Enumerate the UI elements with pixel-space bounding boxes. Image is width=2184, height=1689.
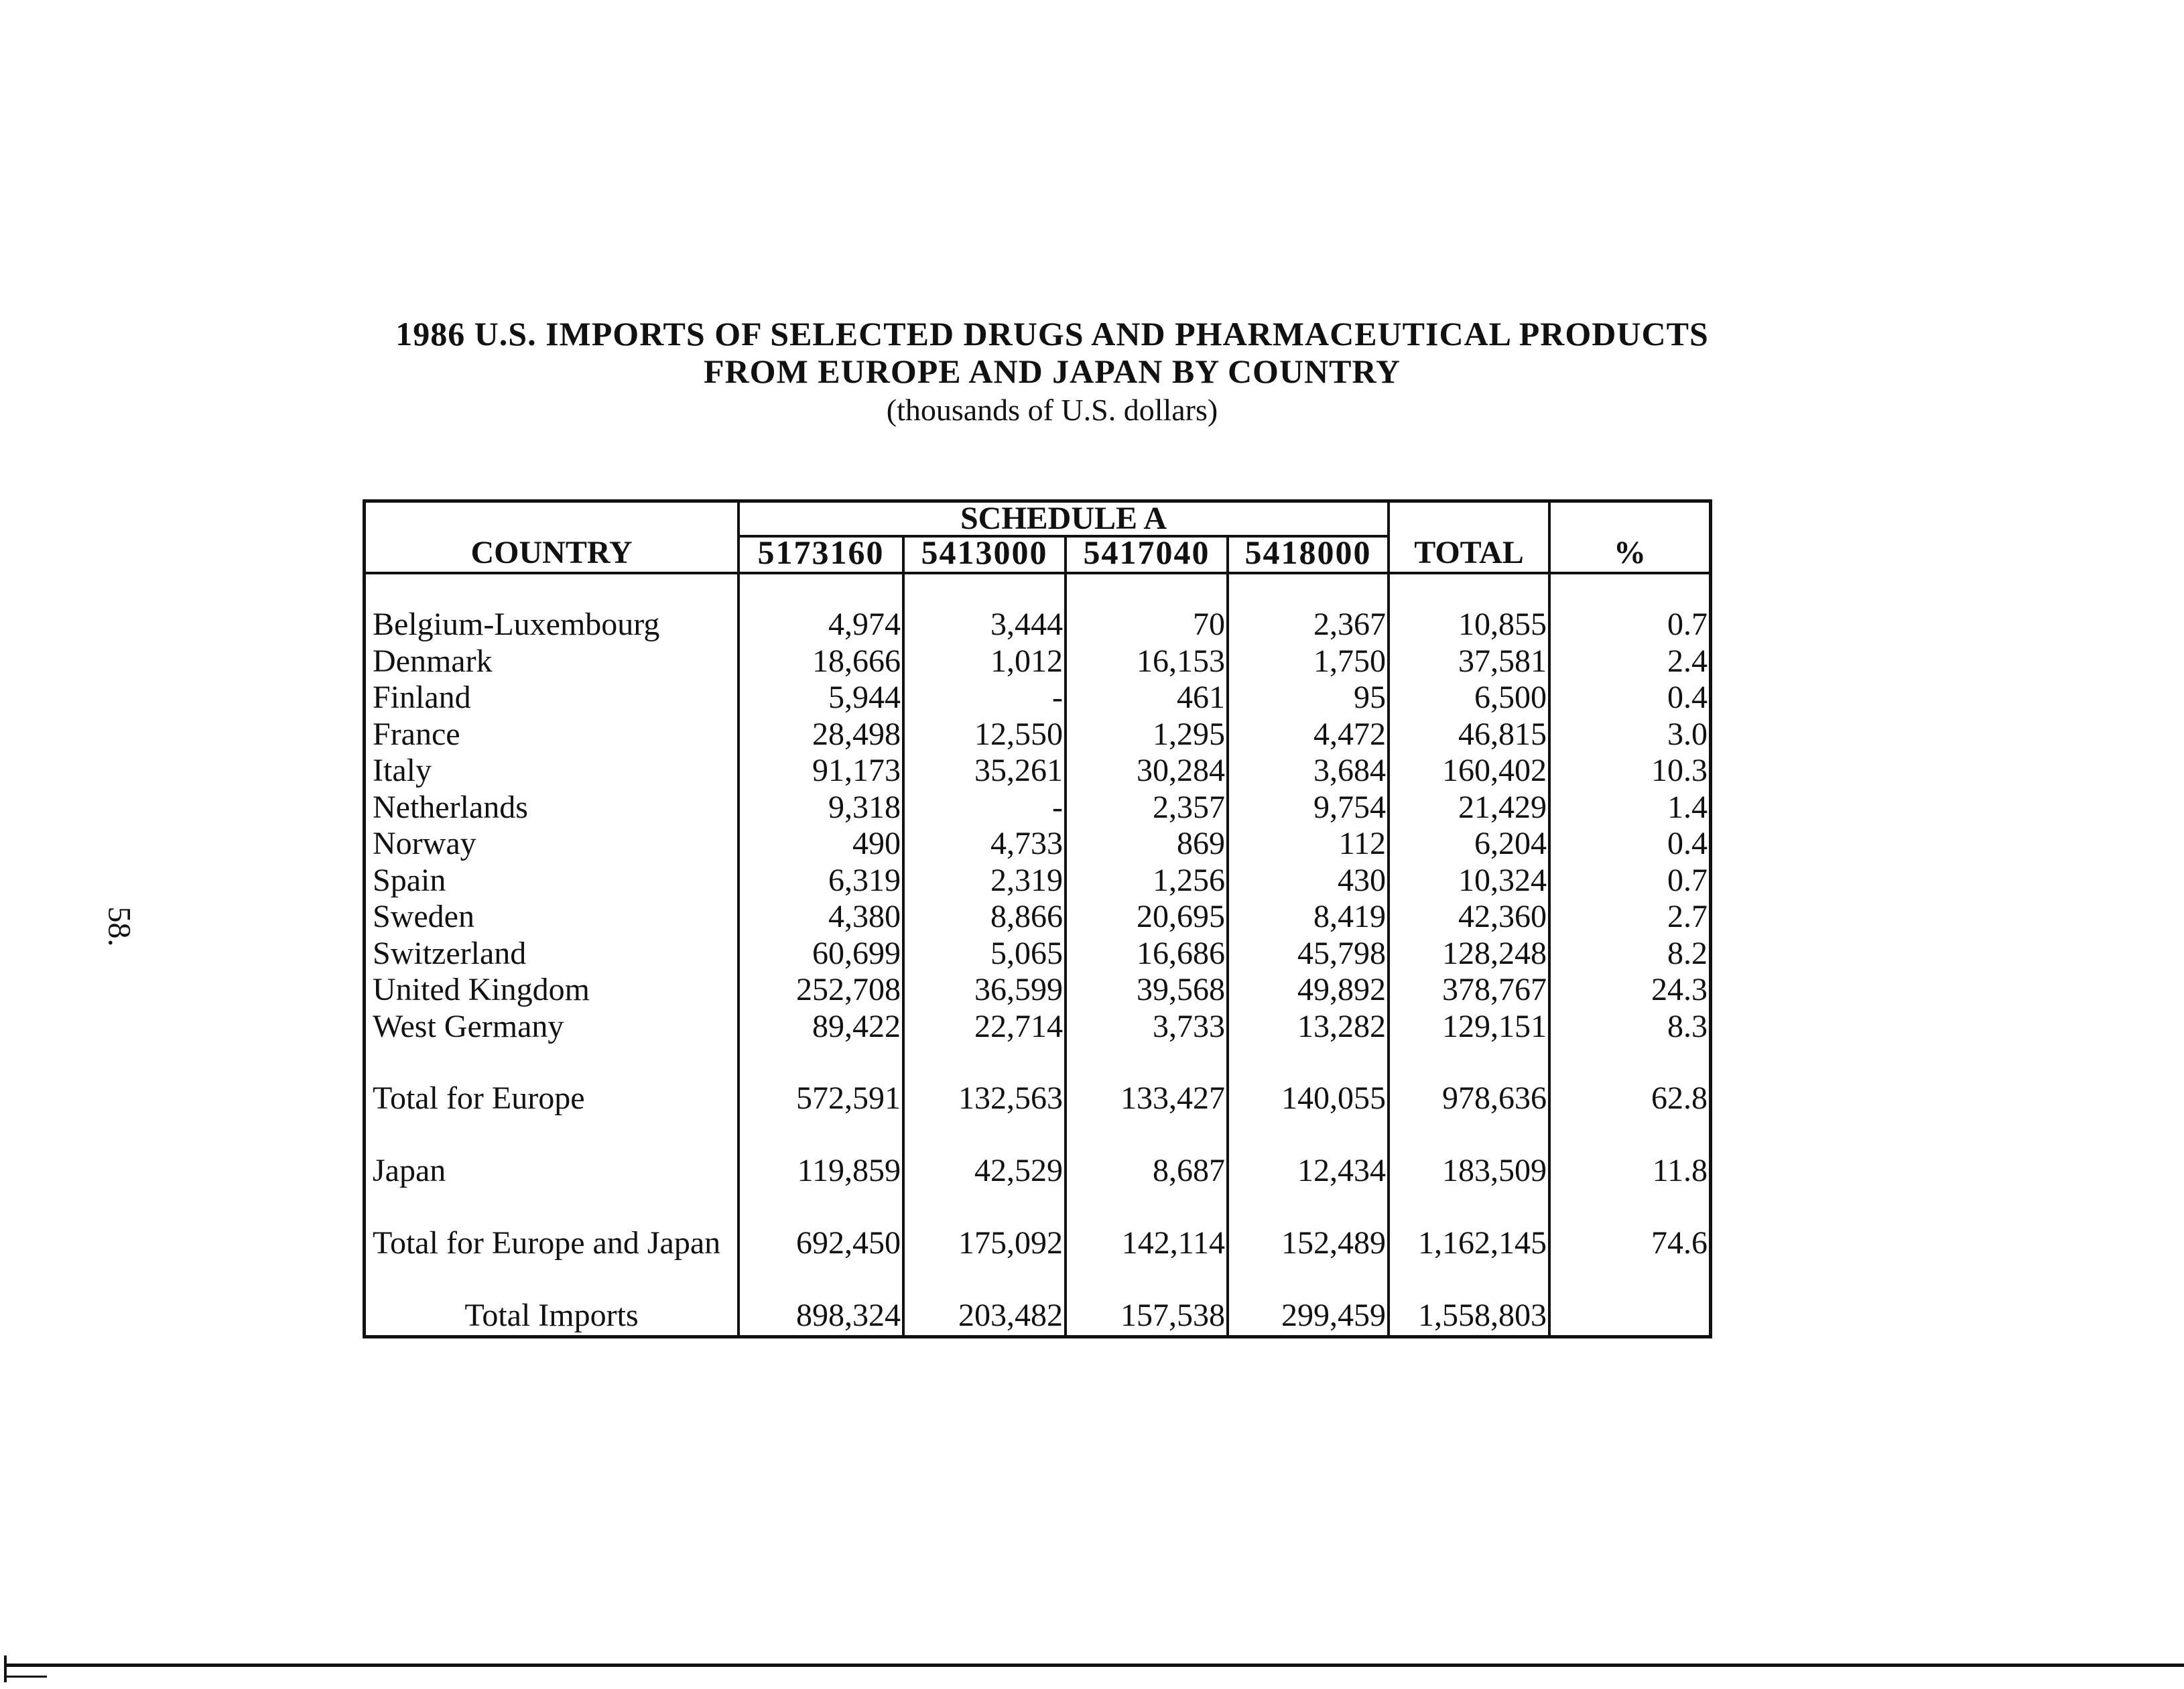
total-cell: 128,248 [1442, 935, 1547, 971]
country-name: Spain [373, 862, 446, 898]
total-cell: 129,151 [1442, 1008, 1547, 1044]
value-cell: 133,427 [1120, 1080, 1225, 1116]
percent-cell: 10.3 [1651, 753, 1708, 788]
total-cell: 10,324 [1458, 862, 1547, 898]
header-code: 5173160 [757, 534, 885, 571]
value-cell: 142,114 [1121, 1225, 1225, 1261]
value-cell: 16,686 [1137, 935, 1225, 971]
value-cell: 9,754 [1313, 789, 1386, 825]
country-name: Switzerland [373, 935, 527, 971]
value-cell: 140,055 [1281, 1080, 1386, 1116]
value-cell: 8,866 [990, 899, 1063, 934]
header-schedule: SCHEDULE A [960, 501, 1167, 536]
value-cell: 4,380 [828, 899, 901, 934]
country-name: Total for Europe and Japan [373, 1225, 721, 1261]
percent-cell: 0.7 [1667, 862, 1708, 898]
total-cell: 160,402 [1442, 753, 1547, 788]
value-cell: 252,708 [796, 972, 901, 1007]
value-cell: 119,859 [797, 1153, 901, 1188]
value-cell: 28,498 [812, 716, 901, 752]
document-subtitle: (thousands of U.S. dollars) [886, 393, 1218, 427]
value-cell: 2,357 [1153, 789, 1225, 825]
value-cell: 8,687 [1153, 1153, 1225, 1188]
country-name: Belgium-Luxembourg [373, 607, 660, 642]
value-cell: 4,974 [828, 607, 901, 642]
total-cell: 183,509 [1442, 1153, 1547, 1188]
header-code: 5413000 [921, 534, 1048, 571]
total-cell: 21,429 [1458, 789, 1547, 825]
value-cell: 898,324 [796, 1298, 901, 1333]
bottom-foot [7, 1676, 47, 1678]
value-cell: 9,318 [828, 789, 901, 825]
header-code: 5417040 [1083, 534, 1210, 571]
value-cell: 5,065 [990, 935, 1063, 971]
value-cell: 132,563 [958, 1080, 1063, 1116]
percent-cell: 11.8 [1652, 1153, 1708, 1188]
col-divider [1064, 536, 1067, 1338]
value-cell: 42,529 [974, 1153, 1063, 1188]
value-cell: 95 [1354, 680, 1386, 715]
value-cell: 18,666 [812, 643, 901, 679]
country-name: Finland [373, 680, 471, 715]
value-cell: 16,153 [1137, 643, 1225, 679]
value-cell: 572,591 [796, 1080, 901, 1116]
country-name: Japan [373, 1153, 446, 1188]
value-cell: 20,695 [1137, 899, 1225, 934]
country-name: Total Imports [464, 1298, 639, 1333]
value-cell: 39,568 [1137, 972, 1225, 1007]
header-country: COUNTRY [470, 535, 633, 570]
value-cell: 22,714 [974, 1008, 1063, 1044]
col-divider [1387, 499, 1390, 1338]
total-cell: 978,636 [1442, 1080, 1547, 1116]
page-number: 58. [101, 906, 137, 947]
value-cell: 36,599 [974, 972, 1063, 1007]
percent-cell: 8.2 [1667, 935, 1708, 971]
value-cell: 30,284 [1137, 753, 1225, 788]
value-cell: 12,550 [974, 716, 1063, 752]
value-cell: 91,173 [812, 753, 901, 788]
value-cell: 89,422 [812, 1008, 901, 1044]
value-cell: 157,538 [1120, 1298, 1225, 1333]
percent-cell: 0.4 [1667, 826, 1708, 861]
value-cell: 175,092 [958, 1225, 1063, 1261]
percent-cell: 2.4 [1667, 643, 1708, 679]
value-cell: - [1052, 789, 1063, 825]
value-cell: - [1052, 680, 1063, 715]
value-cell: 5,944 [828, 680, 901, 715]
percent-cell: 0.4 [1667, 680, 1708, 715]
value-cell: 6,319 [828, 862, 901, 898]
header-divider [363, 572, 1712, 574]
total-cell: 10,855 [1458, 607, 1547, 642]
col-divider [1548, 499, 1551, 1338]
bottom-rule [4, 1664, 2184, 1667]
total-cell: 46,815 [1458, 716, 1547, 752]
percent-cell: 2.7 [1667, 899, 1708, 934]
total-cell: 6,500 [1474, 680, 1547, 715]
value-cell: 2,319 [990, 862, 1063, 898]
value-cell: 461 [1177, 680, 1225, 715]
col-divider [1226, 536, 1229, 1338]
value-cell: 8,419 [1313, 899, 1386, 934]
value-cell: 299,459 [1281, 1298, 1386, 1333]
value-cell: 35,261 [974, 753, 1063, 788]
total-cell: 6,204 [1474, 826, 1547, 861]
percent-cell: 74.6 [1651, 1225, 1708, 1261]
country-name: West Germany [373, 1008, 564, 1044]
total-cell: 1,162,145 [1418, 1225, 1547, 1261]
country-name: Netherlands [373, 789, 528, 825]
header-code: 5418000 [1244, 534, 1372, 571]
total-cell: 1,558,803 [1418, 1298, 1547, 1333]
value-cell: 2,367 [1313, 607, 1386, 642]
value-cell: 70 [1193, 607, 1225, 642]
percent-cell: 24.3 [1651, 972, 1708, 1007]
value-cell: 3,684 [1313, 753, 1386, 788]
bottom-tick [4, 1655, 7, 1682]
value-cell: 430 [1338, 862, 1386, 898]
value-cell: 203,482 [958, 1298, 1063, 1333]
value-cell: 60,699 [812, 935, 901, 971]
percent-cell: 0.7 [1667, 607, 1708, 642]
col-divider [737, 499, 740, 1338]
country-name: Total for Europe [373, 1080, 585, 1116]
value-cell: 1,750 [1313, 643, 1386, 679]
country-name: Italy [373, 753, 432, 788]
value-cell: 1,012 [990, 643, 1063, 679]
value-cell: 869 [1177, 826, 1225, 861]
value-cell: 490 [852, 826, 901, 861]
value-cell: 49,892 [1297, 972, 1386, 1007]
country-name: United Kingdom [373, 972, 590, 1007]
title-line-1: 1986 U.S. IMPORTS OF SELECTED DRUGS AND PHARMACEUTICAL PRODUCTS [395, 315, 1709, 353]
percent-cell: 62.8 [1651, 1080, 1708, 1116]
col-divider [902, 536, 905, 1338]
total-cell: 37,581 [1458, 643, 1547, 679]
value-cell: 152,489 [1281, 1225, 1386, 1261]
title-line-2: FROM EUROPE AND JAPAN BY COUNTRY [704, 353, 1401, 390]
header-percent: % [1614, 535, 1646, 570]
country-name: Denmark [373, 643, 493, 679]
value-cell: 12,434 [1297, 1153, 1386, 1188]
document-title [362, 315, 1742, 390]
value-cell: 3,444 [990, 607, 1063, 642]
value-cell: 1,295 [1153, 716, 1225, 752]
value-cell: 4,733 [990, 826, 1063, 861]
percent-cell: 1.4 [1667, 789, 1708, 825]
total-cell: 378,767 [1442, 972, 1547, 1007]
value-cell: 45,798 [1297, 935, 1386, 971]
header-total: TOTAL [1414, 535, 1524, 570]
value-cell: 1,256 [1153, 862, 1225, 898]
value-cell: 3,733 [1153, 1008, 1225, 1044]
country-name: Sweden [373, 899, 474, 934]
percent-cell: 3.0 [1667, 716, 1708, 752]
value-cell: 112 [1338, 826, 1386, 861]
country-name: France [373, 716, 460, 752]
percent-cell: 8.3 [1667, 1008, 1708, 1044]
value-cell: 4,472 [1313, 716, 1386, 752]
value-cell: 692,450 [796, 1225, 901, 1261]
country-name: Norway [373, 826, 476, 861]
total-cell: 42,360 [1458, 899, 1547, 934]
value-cell: 13,282 [1297, 1008, 1386, 1044]
